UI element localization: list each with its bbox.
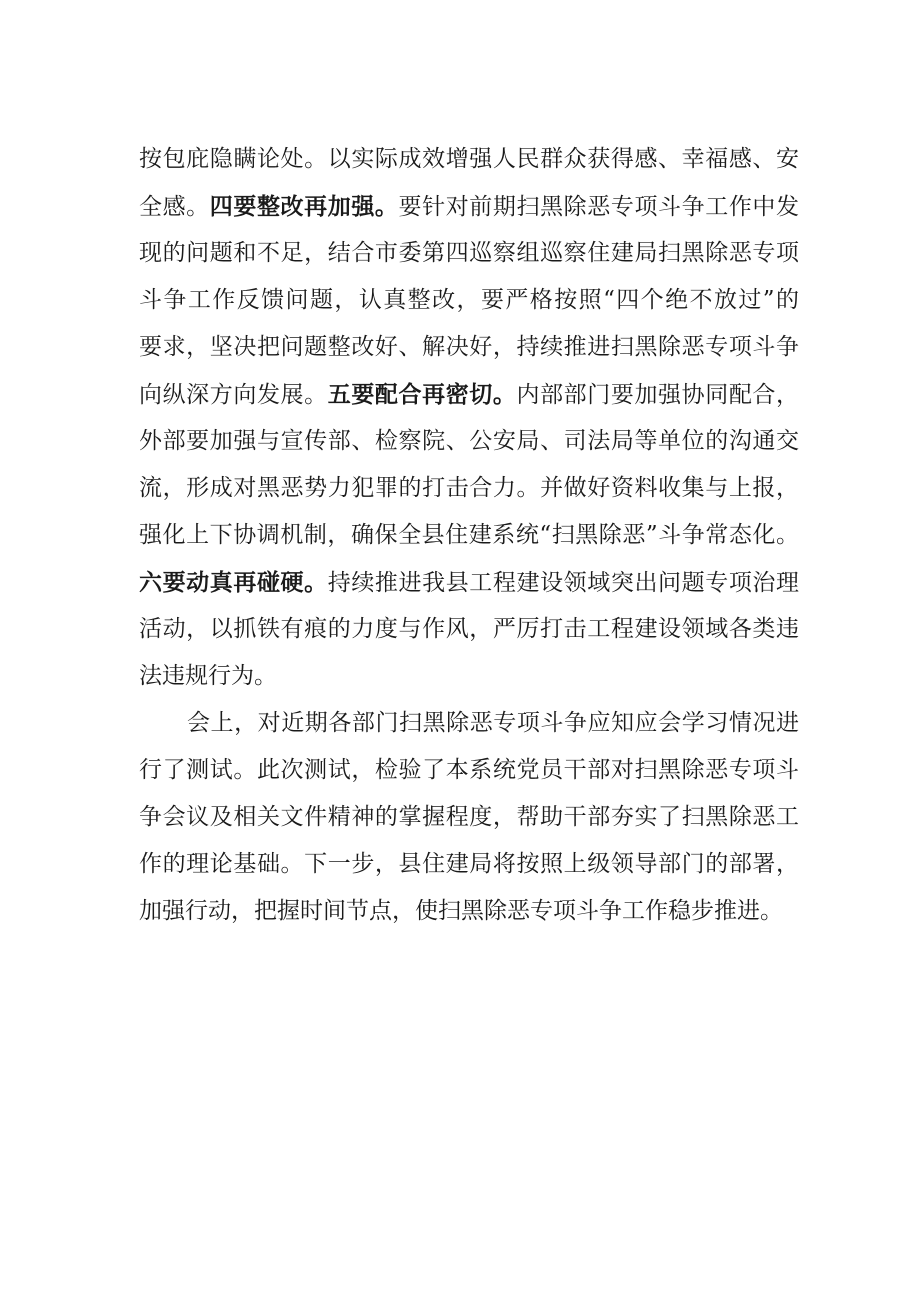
text-line <box>139 700 799 747</box>
text-line <box>139 183 799 230</box>
text-run: 要求，坚决把问题整改好、解决好，持续推进扫黑除恶专项斗争 <box>139 334 799 360</box>
text-run: 争会议及相关文件精神的掌握程度，帮助干部夯实了扫黑除恶工 <box>139 804 799 830</box>
text-line <box>139 371 799 418</box>
text-line <box>139 136 799 183</box>
text-line <box>139 653 799 700</box>
text-line <box>139 277 799 324</box>
text-line <box>139 465 799 512</box>
text-line <box>139 559 799 606</box>
text-run: 法违规行为。 <box>139 663 277 689</box>
text-run: 现的问题和不足，结合市委第四巡察组巡察住建局扫黑除恶专项 <box>139 240 799 266</box>
text-run: 强化上下协调机制，确保全县住建系统“扫黑除恶”斗争常态化。 <box>139 522 799 548</box>
text-line <box>139 512 799 559</box>
text-line <box>139 606 799 653</box>
text-run: 作的理论基础。下一步，县住建局将按照上级领导部门的部署， <box>139 851 799 877</box>
text-line <box>139 841 799 888</box>
text-line <box>139 230 799 277</box>
text-run: 行了测试。此次测试，检验了本系统党员干部对扫黑除恶专项斗 <box>139 757 799 783</box>
text-line <box>139 794 799 841</box>
text-run: 按包庇隐瞒论处。以实际成效增强人民群众获得感、幸福感、安 <box>139 146 799 172</box>
text-run: 加强行动，把握时间节点，使扫黑除恶专项斗争工作稳步推进。 <box>139 898 783 924</box>
text-run: 会上，对近期各部门扫黑除恶专项斗争应知应会学习情况进 <box>187 710 799 736</box>
bold-heading-run: 六要动真再碰硬。 <box>139 569 328 596</box>
text-run: 全感。 <box>139 194 210 220</box>
text-line <box>139 418 799 465</box>
document-body <box>139 136 799 935</box>
text-run: 向纵深方向发展。 <box>139 382 328 408</box>
text-run: 持续推进我县工程建设领域突出问题专项治理 <box>327 570 800 596</box>
text-run: 外部要加强与宣传部、检察院、公安局、司法局等单位的沟通交 <box>139 428 799 454</box>
text-run: 要针对前期扫黑除恶专项斗争工作中发 <box>398 194 800 220</box>
text-run: 内部部门要加强协同配合， <box>516 382 800 408</box>
bold-heading-run: 五要配合再密切。 <box>327 381 517 408</box>
bold-heading-run: 四要整改再加强。 <box>209 193 399 220</box>
text-run: 流，形成对黑恶势力犯罪的打击合力。并做好资料收集与上报， <box>139 475 799 501</box>
text-line <box>139 888 799 935</box>
text-line <box>139 747 799 794</box>
text-run: 活动，以抓铁有痕的力度与作风，严厉打击工程建设领域各类违 <box>139 616 799 642</box>
text-line <box>139 324 799 371</box>
paragraph-1 <box>139 136 799 700</box>
paragraph-2 <box>139 700 799 935</box>
text-run: 斗争工作反馈问题，认真整改，要严格按照“四个绝不放过”的 <box>139 287 799 313</box>
